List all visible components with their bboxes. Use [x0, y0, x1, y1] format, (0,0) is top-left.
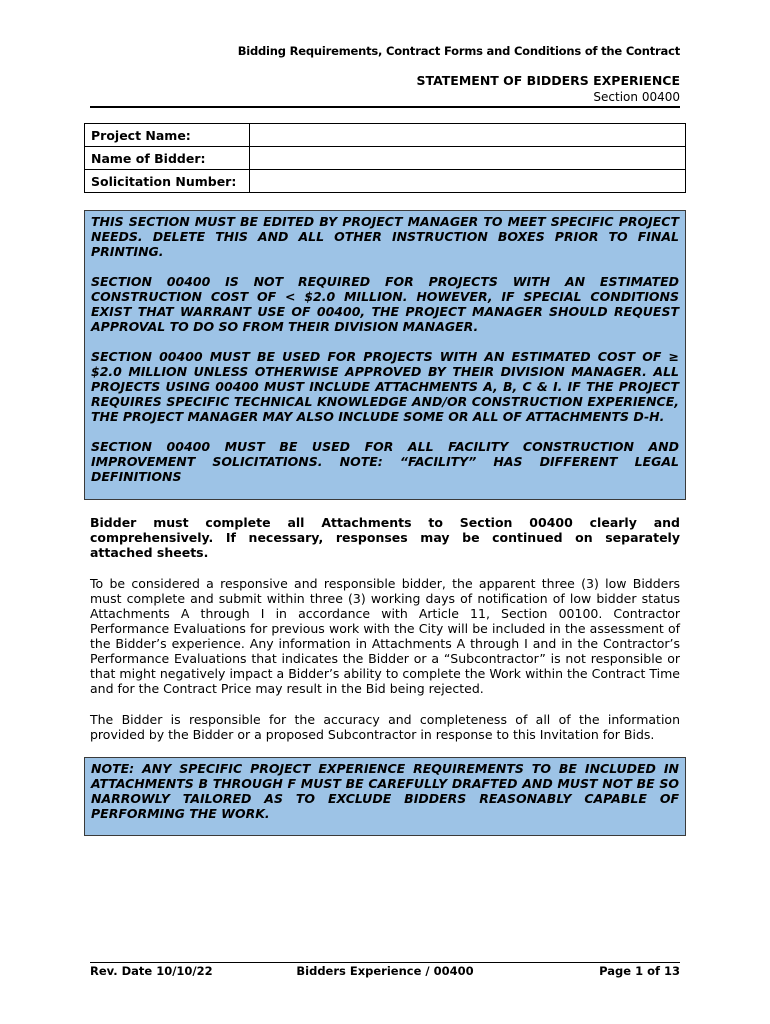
project-name-row [85, 124, 686, 147]
revision-date: Rev. Date 10/10/22 [90, 964, 213, 978]
instruction-box [84, 210, 686, 500]
project-info-table [84, 123, 686, 193]
responsive-bidder-paragraph: To be considered a responsive and responsible bidder, the apparent three (3) low Bidders must complete and submit within three (3) working days of notification of low bidder status Attachments A through I in accordance with Article 11, Section 00100. Contractor Performance Evaluations for previous work with the City will be included in the assessment of the Bidder’s experience. Any information in Attachments A through I and in the Contractor’s Performance Evaluations that indicates the Bidder or a “Subcontractor” is not responsible or that might negatively impact a Bidder’s ability to complete the Work within the Contract Time and for the Contract Price may result in the Bid being rejected. [90, 576, 680, 696]
note-text: NOTE: ANY SPECIFIC PROJECT EXPERIENCE REQUIREMENTS TO BE INCLUDED IN ATTACHMENTS B THROUGH F MUST BE CAREFULLY DRAFTED AND MUST NOT BE SO NARROWLY TAILORED AS TO EXCLUDE BIDDERS REASONABLY CAPABLE OF PERFORMING THE WORK. [91, 761, 679, 821]
note-box [84, 757, 686, 836]
bidder-name-field[interactable] [250, 147, 686, 170]
bidder-name-row [85, 147, 686, 170]
footer-divider [90, 962, 680, 963]
footer-document-name: Bidders Experience / 00400 [296, 964, 474, 978]
solicitation-number-label: Solicitation Number: [85, 170, 250, 193]
project-name-label: Project Name: [85, 124, 250, 147]
bidder-name-label: Name of Bidder: [85, 147, 250, 170]
instruction-paragraph: SECTION 00400 MUST BE USED FOR PROJECTS WITH AN ESTIMATED COST OF ≥ $2.0 MILLION UNLESS OTHERWISE APPROVED BY THEIR DIVISION MANAGER. ALL PROJECTS USING 00400 MUST INCLUDE ATTACHMENTS A, B, C & I. IF THE PROJECT REQUIRES SPECIFIC TECHNICAL KNOWLEDGE AND/OR CONSTRUCTION EXPERIENCE, THE PROJECT MANAGER MAY ALSO INCLUDE SOME OR ALL OF ATTACHMENTS D-H. [91, 349, 679, 424]
solicitation-number-field[interactable] [250, 170, 686, 193]
bidder-responsibility-paragraph: The Bidder is responsible for the accuracy and completeness of all of the information provided by the Bidder or a proposed Subcontractor in response to this Invitation for Bids. [90, 712, 680, 742]
header-divider [90, 106, 680, 108]
instruction-paragraph: SECTION 00400 MUST BE USED FOR ALL FACILITY CONSTRUCTION AND IMPROVEMENT SOLICITATIONS. NOTE: “FACILITY” HAS DIFFERENT LEGAL DEFINITIONS [91, 439, 679, 484]
attachments-requirement-text: Bidder must complete all Attachments to Section 00400 clearly and comprehensively. If necessary, responses may be continued on separately attached sheets. [90, 515, 680, 560]
section-number: Section 00400 [593, 90, 680, 104]
document-title: STATEMENT OF BIDDERS EXPERIENCE [416, 73, 680, 88]
page-number: Page 1 of 13 [599, 964, 680, 978]
project-name-field[interactable] [250, 124, 686, 147]
instruction-paragraph: SECTION 00400 IS NOT REQUIRED FOR PROJECTS WITH AN ESTIMATED CONSTRUCTION COST OF < $2.0 MILLION. HOWEVER, IF SPECIAL CONDITIONS EXIST THAT WARRANT USE OF 00400, THE PROJECT MANAGER SHOULD REQUEST APPROVAL TO DO SO FROM THEIR DIVISION MANAGER. [91, 274, 679, 334]
solicitation-number-row [85, 170, 686, 193]
running-header: Bidding Requirements, Contract Forms and Conditions of the Contract [237, 44, 680, 58]
instruction-paragraph: THIS SECTION MUST BE EDITED BY PROJECT MANAGER TO MEET SPECIFIC PROJECT NEEDS. DELETE THIS AND ALL OTHER INSTRUCTION BOXES PRIOR TO FINAL PRINTING. [91, 214, 679, 259]
